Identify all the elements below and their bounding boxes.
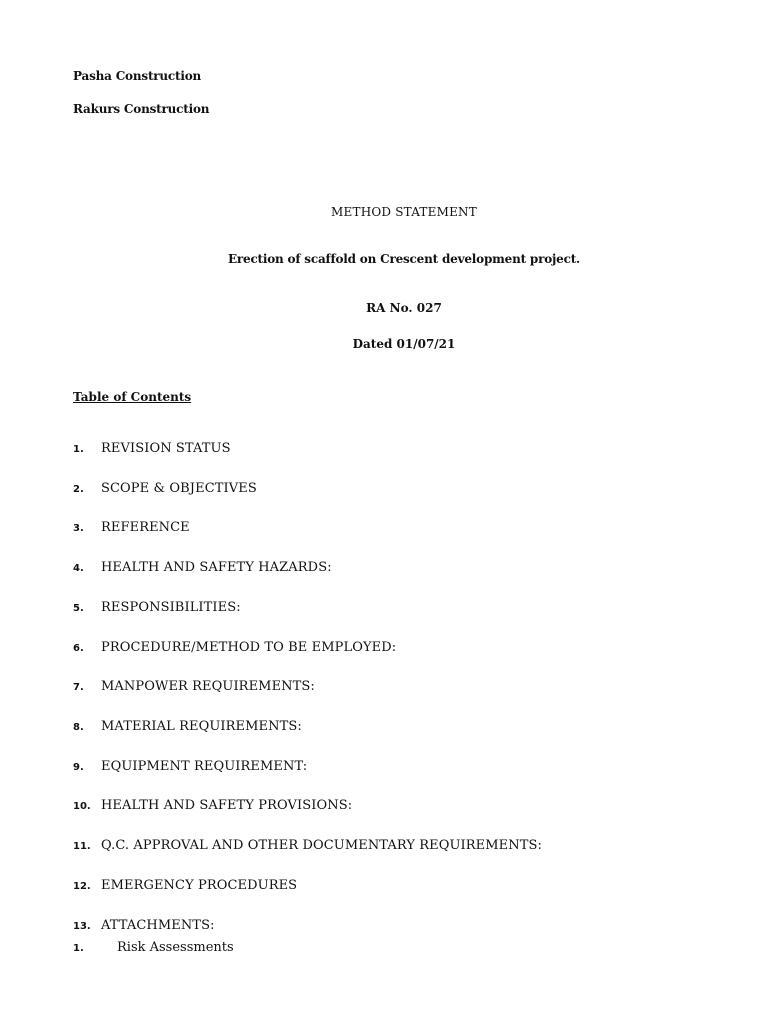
toc-item-label: SCOPE & OBJECTIVES (101, 481, 257, 496)
toc-item-label: HEALTH AND SAFETY HAZARDS: (101, 560, 332, 575)
toc-item (73, 878, 297, 898)
ra-number: RA No. 027 (366, 301, 442, 315)
toc-item-label: Q.C. APPROVAL AND OTHER DOCUMENTARY REQUIREMENTS: (101, 838, 542, 853)
toc-item (73, 640, 396, 660)
toc-item-number: 7. (73, 682, 84, 693)
toc-item-label: PROCEDURE/METHOD TO BE EMPLOYED: (101, 640, 397, 655)
toc-sub-item (73, 940, 234, 955)
toc-item-label: REVISION STATUS (101, 441, 231, 456)
toc-item-number: 2. (73, 484, 84, 495)
toc-item-number: 1. (73, 444, 84, 455)
toc-item-number: 13. (73, 921, 91, 932)
toc-item (73, 798, 352, 818)
toc-item-label: ATTACHMENTS: (101, 918, 215, 933)
toc-item (73, 719, 302, 739)
toc-sub-item-label: Risk Assessments (117, 940, 234, 955)
toc-item-label: MANPOWER REQUIREMENTS: (101, 679, 315, 694)
toc-item (73, 838, 542, 858)
toc-item-label: HEALTH AND SAFETY PROVISIONS: (101, 798, 353, 813)
toc-sub-item-number: 1. (73, 943, 84, 954)
toc-item-number: 4. (73, 563, 84, 574)
toc-item (73, 918, 215, 938)
toc-item-label: MATERIAL REQUIREMENTS: (101, 719, 302, 734)
toc-item-number: 12. (73, 881, 91, 892)
toc-item-number: 3. (73, 523, 84, 534)
toc-item-number: 10. (73, 801, 91, 812)
toc-item-number: 5. (73, 603, 84, 614)
document-date: Dated 01/07/21 (352, 337, 456, 351)
toc-item (73, 481, 257, 501)
company-name-secondary: Rakurs Construction (73, 102, 210, 116)
toc-item-number: 8. (73, 722, 84, 733)
toc-item-label: RESPONSIBILITIES: (101, 600, 241, 615)
toc-item-label: EMERGENCY PROCEDURES (101, 878, 298, 893)
company-name-primary: Pasha Construction (73, 69, 202, 83)
toc-item-number: 11. (73, 841, 91, 852)
toc-item (73, 679, 315, 699)
toc-item (73, 759, 307, 779)
document-subtitle: Erection of scaffold on Crescent development project. (227, 252, 581, 266)
toc-item (73, 600, 241, 620)
toc-heading: Table of Contents (73, 390, 192, 404)
toc-item-number: 6. (73, 643, 84, 654)
toc-item (73, 441, 231, 461)
toc-item (73, 560, 332, 580)
document-title: METHOD STATEMENT (331, 205, 477, 219)
toc-item (73, 520, 190, 540)
toc-item-number: 9. (73, 762, 84, 773)
toc-item-label: REFERENCE (101, 520, 190, 535)
toc-item-label: EQUIPMENT REQUIREMENT: (101, 759, 308, 774)
